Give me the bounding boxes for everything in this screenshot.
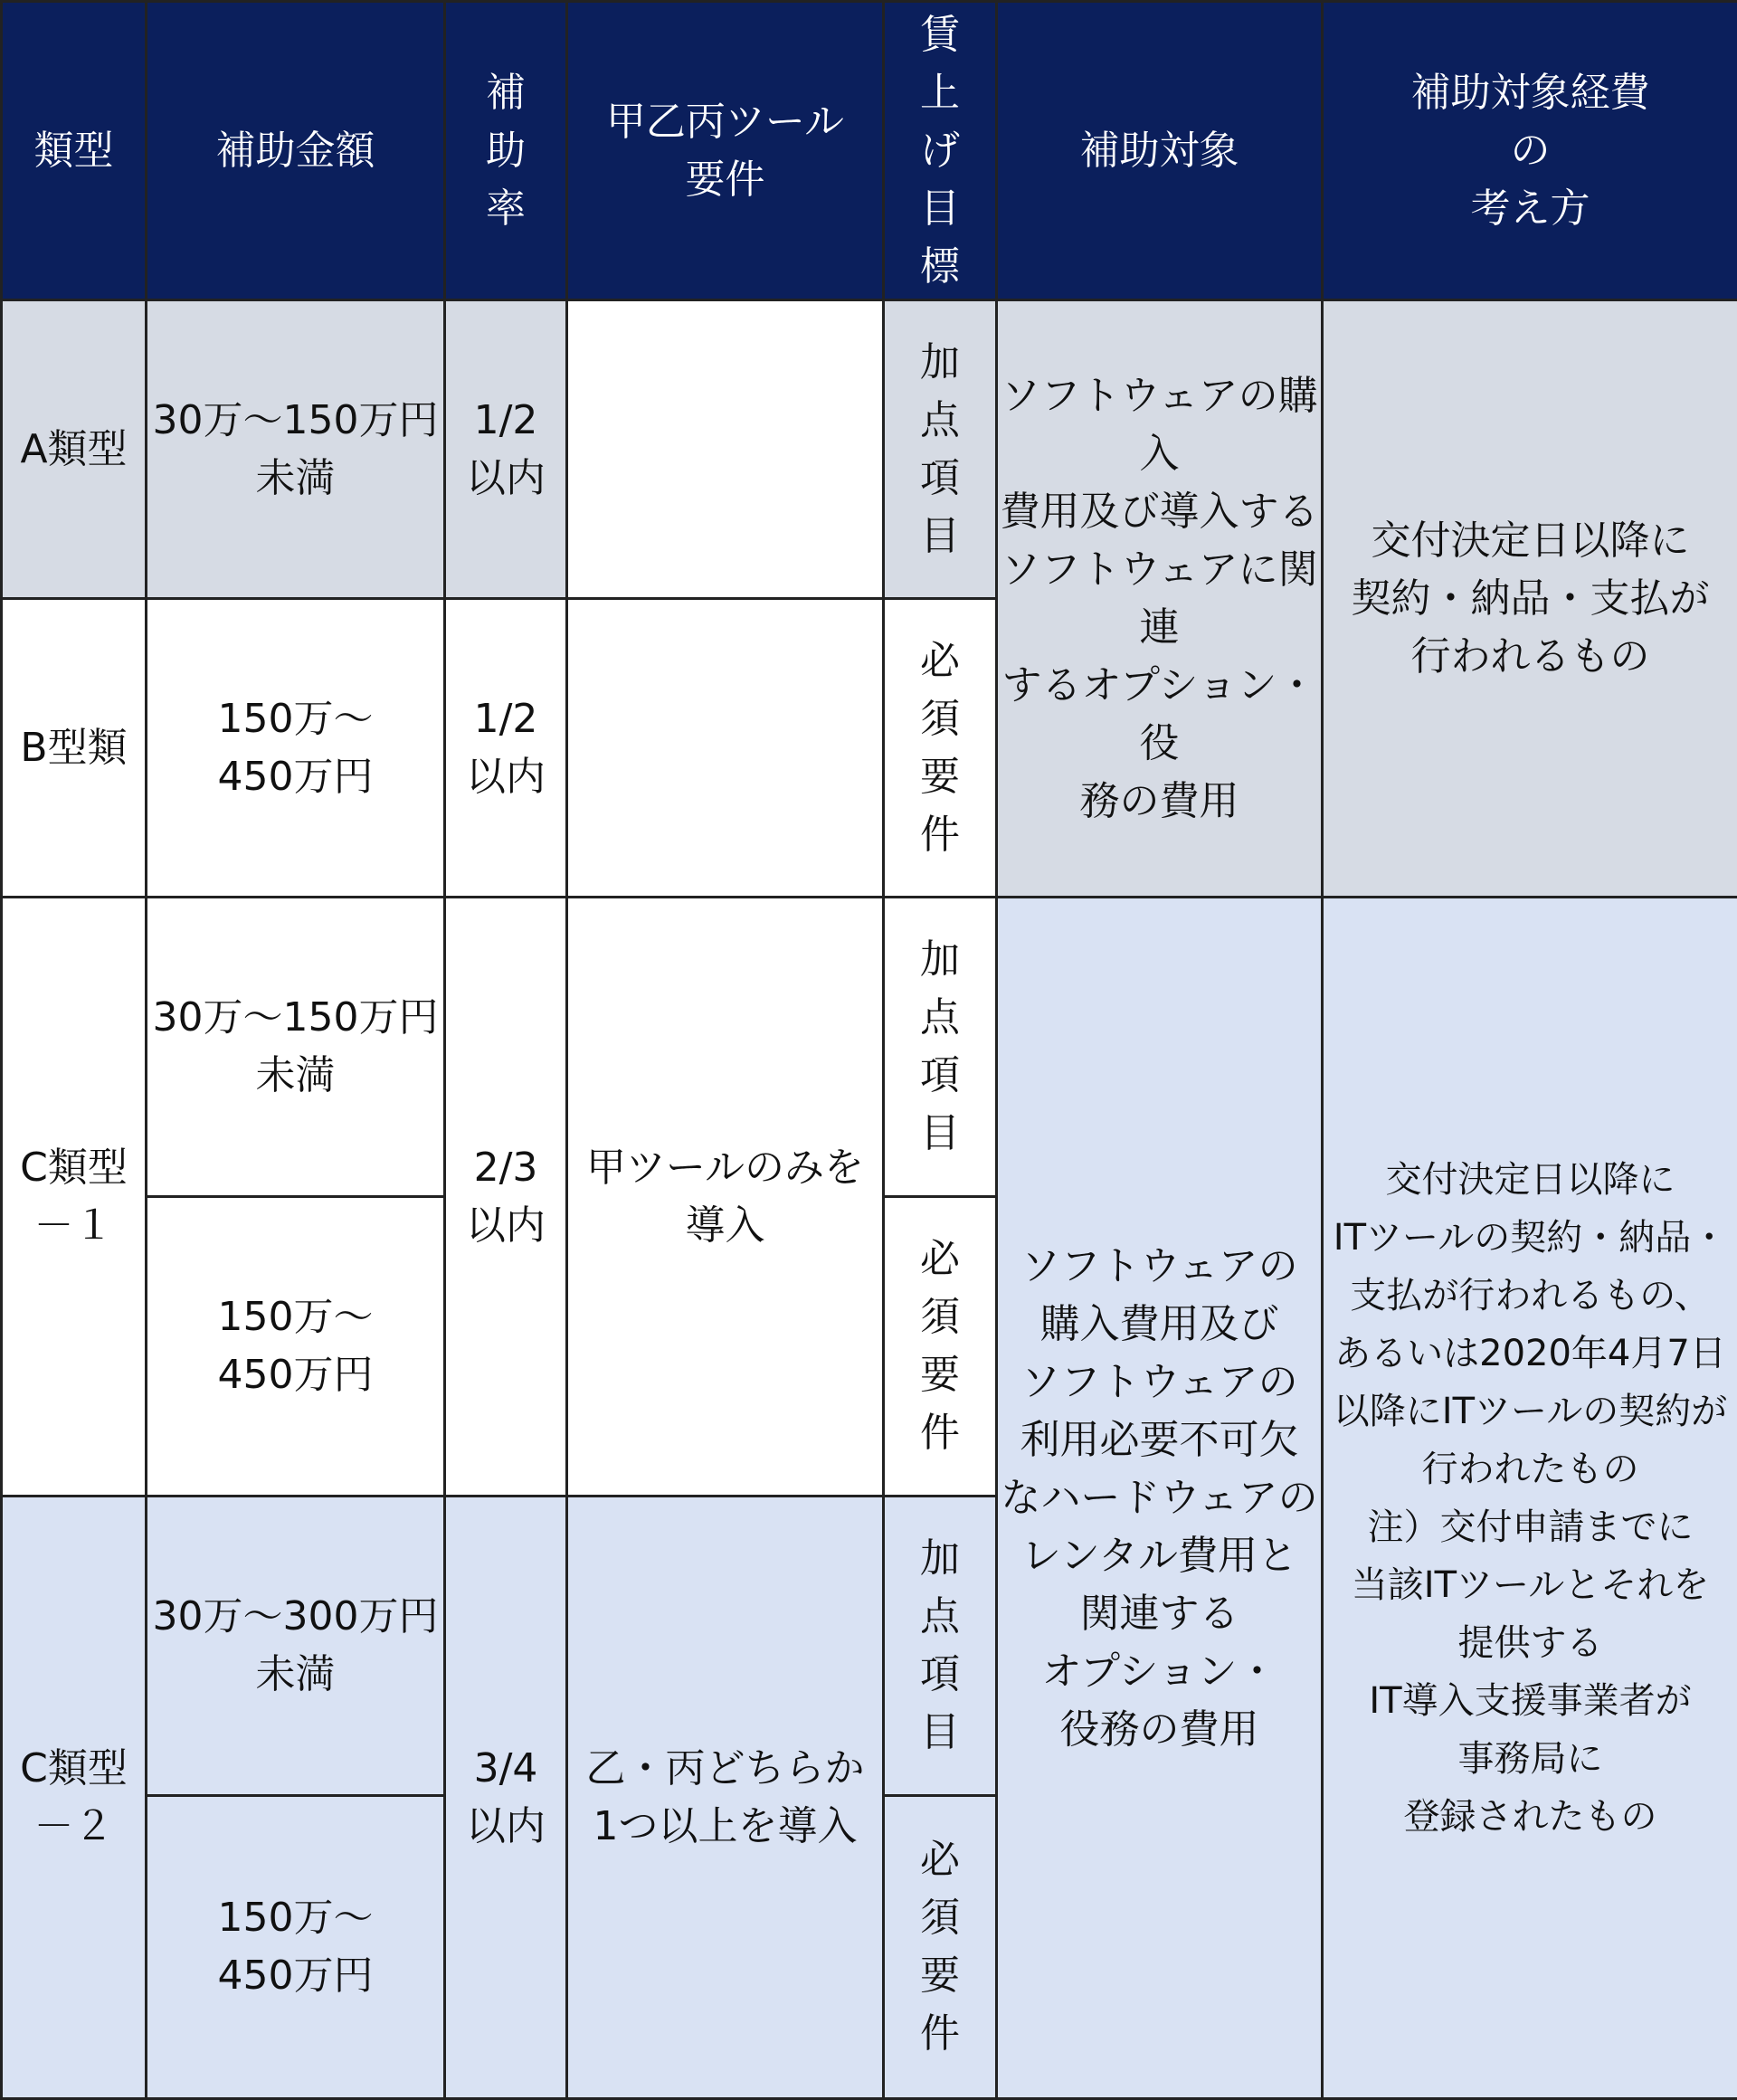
- wage-goal-c2-a: 加 点 項 目: [884, 1497, 997, 1796]
- amount-b: 150万〜 450万円: [147, 599, 445, 898]
- header-rate: 補 助 率: [445, 2, 567, 300]
- wage-goal-c2-b: 必 須 要 件: [884, 1796, 997, 2099]
- target-c: ソフトウェアの 購入費用及び ソフトウェアの 利用必要不可欠 なハードウェアの レンタル費用と 関連する オプション・ 役務の費用: [997, 898, 1323, 2099]
- tool-req-b: [567, 599, 884, 898]
- rate-c2: 3/4 以内: [445, 1497, 567, 2099]
- tool-req-a: [567, 300, 884, 599]
- amount-c1-a: 30万〜150万円 未満: [147, 898, 445, 1197]
- header-tool-requirement: 甲乙丙ツール 要件: [567, 2, 884, 300]
- type-a: A類型: [2, 300, 147, 599]
- rate-b: 1/2 以内: [445, 599, 567, 898]
- amount-c2-b: 150万〜 450万円: [147, 1796, 445, 2099]
- wage-goal-b: 必 須 要 件: [884, 599, 997, 898]
- expense-concept-ab: 交付決定日以降に 契約・納品・支払が 行われるもの: [1323, 300, 1737, 898]
- type-c2: C類型 －２: [2, 1497, 147, 2099]
- wage-goal-a: 加 点 項 目: [884, 300, 997, 599]
- wage-goal-c1-b: 必 須 要 件: [884, 1197, 997, 1497]
- amount-c2-a: 30万〜300万円 未満: [147, 1497, 445, 1796]
- row-c1-a: [2, 898, 1737, 1197]
- rate-c1: 2/3 以内: [445, 898, 567, 1497]
- header-expense-concept: 補助対象経費 の 考え方: [1323, 2, 1737, 300]
- tool-req-c2: 乙・丙どちらか 1つ以上を導入: [567, 1497, 884, 2099]
- tool-req-c1: 甲ツールのみを 導入: [567, 898, 884, 1497]
- amount-a: 30万〜150万円 未満: [147, 300, 445, 599]
- expense-concept-c: 交付決定日以降に ITツールの契約・納品・ 支払が行われるもの、 あるいは2020年4月7日 以降にITツールの契約が 行われたもの 注）交付申請までに 当該ITツールとそれを 提供する IT導入支援事業者が 事務局に 登録されたもの: [1323, 898, 1737, 2099]
- header-wage-goal: 賃 上 げ 目 標: [884, 2, 997, 300]
- rate-a: 1/2 以内: [445, 300, 567, 599]
- header-type: 類型: [2, 2, 147, 300]
- wage-goal-c1-a: 加 点 項 目: [884, 898, 997, 1197]
- type-b: B型類: [2, 599, 147, 898]
- amount-c1-b: 150万〜 450万円: [147, 1197, 445, 1497]
- header-target: 補助対象: [997, 2, 1323, 300]
- row-a: [2, 300, 1737, 599]
- type-c1: C類型 －１: [2, 898, 147, 1497]
- target-ab: ソフトウェアの購入 費用及び導入する ソフトウェアに関連 するオプション・役 務の費用: [997, 300, 1323, 898]
- header-row: [2, 2, 1737, 300]
- header-amount: 補助金額: [147, 2, 445, 300]
